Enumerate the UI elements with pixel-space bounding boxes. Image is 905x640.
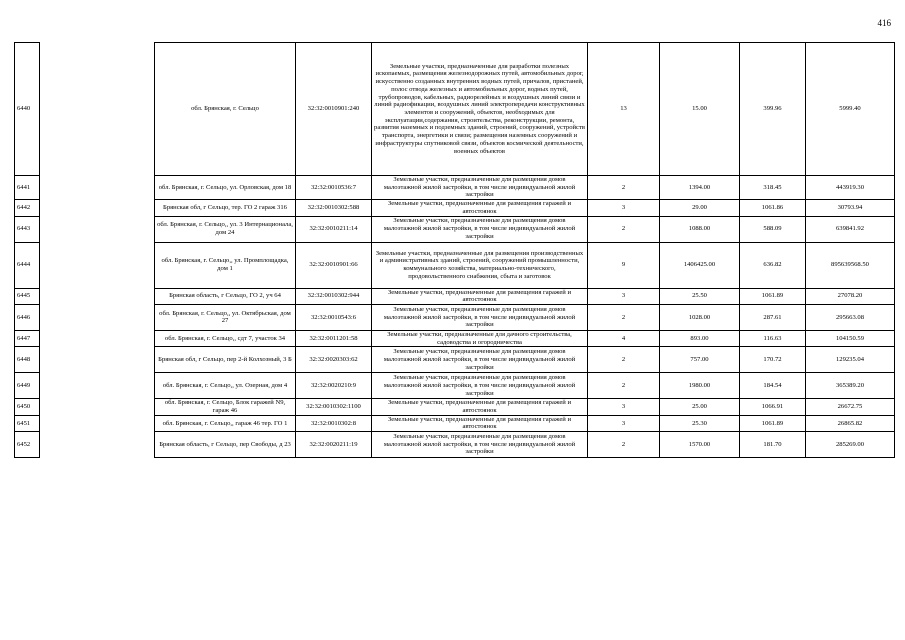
land-use-cell: Земельные участки, предназначенные для размещения домов малоэтажной жилой застройки, в том числе индивидуальной жилой застройки bbox=[372, 373, 588, 399]
cadastral-value-cell: 26672.75 bbox=[806, 399, 895, 415]
cadastral-number-cell: 32:32:0010901:66 bbox=[296, 242, 372, 288]
land-use-cell: Земельные участки, предназначенные для размещения гаражей и автостоянок bbox=[372, 415, 588, 431]
gap-cell bbox=[40, 216, 155, 242]
registry-body bbox=[15, 43, 895, 458]
gap-cell bbox=[40, 415, 155, 431]
area-cell: 25.30 bbox=[660, 415, 740, 431]
cadastral-number-cell: 32:32:0010536:7 bbox=[296, 176, 372, 200]
table-row bbox=[15, 216, 895, 242]
unit-value-cell: 1061.89 bbox=[740, 415, 806, 431]
row-number: 6447 bbox=[15, 330, 40, 346]
area-cell: 1980.00 bbox=[660, 373, 740, 399]
use-code-cell: 2 bbox=[588, 304, 660, 330]
area-cell: 29.00 bbox=[660, 200, 740, 216]
address-cell: обл. Брянская, г. Сельцо,, ул. Промплощадка, дом 1 bbox=[155, 242, 296, 288]
table-row bbox=[15, 43, 895, 176]
row-number: 6443 bbox=[15, 216, 40, 242]
row-number: 6446 bbox=[15, 304, 40, 330]
area-cell: 1570.00 bbox=[660, 432, 740, 458]
unit-value-cell: 184.54 bbox=[740, 373, 806, 399]
row-number: 6442 bbox=[15, 200, 40, 216]
gap-cell bbox=[40, 288, 155, 304]
cadastral-number-cell: 32:32:0010302:8 bbox=[296, 415, 372, 431]
area-cell: 1088.00 bbox=[660, 216, 740, 242]
use-code-cell: 3 bbox=[588, 288, 660, 304]
row-number: 6452 bbox=[15, 432, 40, 458]
gap-cell bbox=[40, 176, 155, 200]
row-number: 6449 bbox=[15, 373, 40, 399]
cadastral-value-cell: 104150.59 bbox=[806, 330, 895, 346]
address-cell: Брянская обл, г Сельцо, тер. ГО 2 гараж 316 bbox=[155, 200, 296, 216]
use-code-cell: 2 bbox=[588, 176, 660, 200]
row-number: 6444 bbox=[15, 242, 40, 288]
row-number: 6440 bbox=[15, 43, 40, 176]
cadastral-number-cell: 32:32:0010302:588 bbox=[296, 200, 372, 216]
cadastral-number-cell: 32:32:0010302:944 bbox=[296, 288, 372, 304]
address-cell: обл. Брянская, г. Сельцо bbox=[155, 43, 296, 176]
area-cell: 1028.00 bbox=[660, 304, 740, 330]
gap-cell bbox=[40, 200, 155, 216]
cadastral-number-cell: 32:32:0020210:9 bbox=[296, 373, 372, 399]
land-use-cell: Земельные участки, предназначенные для дачного строительства, садоводства и огородничества bbox=[372, 330, 588, 346]
area-cell: 25.50 bbox=[660, 288, 740, 304]
unit-value-cell: 116.63 bbox=[740, 330, 806, 346]
use-code-cell: 3 bbox=[588, 200, 660, 216]
address-cell: Брянская область, г Сельцо, пер Свободы, д 23 bbox=[155, 432, 296, 458]
unit-value-cell: 588.09 bbox=[740, 216, 806, 242]
cadastral-value-cell: 30793.94 bbox=[806, 200, 895, 216]
land-use-cell: Земельные участки, предназначенные для разработки полезных ископаемых, размещения железнодорожных путей, автомобильных дорог, искусственно созданных внутренних водных путей, причалов, пристаней, полос отвода железных и автомобильных дорог, водных путей, трубопроводов, кабельных, радиорелейных и воздушных линий связи и линий радиофикации, воздушных линий электропередачи конструктивных элементов и сооружений, объектов, необходимых для эксплуатации,содержания, строительства, реконструкции, ремонта, развития наземных и подземных зданий, строений, сооружений, устройств транспорта, энергетики и связи; размещения наземных сооружений и инфраструктуры спутниковой связи, объектов космической деятельности, военных объектов bbox=[372, 43, 588, 176]
address-cell: обл. Брянская, г. Сельцо, ул. Орловская, дом 18 bbox=[155, 176, 296, 200]
unit-value-cell: 636.82 bbox=[740, 242, 806, 288]
gap-cell bbox=[40, 242, 155, 288]
use-code-cell: 2 bbox=[588, 216, 660, 242]
use-code-cell: 9 bbox=[588, 242, 660, 288]
cadastral-value-cell: 26865.82 bbox=[806, 415, 895, 431]
use-code-cell: 3 bbox=[588, 399, 660, 415]
unit-value-cell: 399.96 bbox=[740, 43, 806, 176]
land-use-cell: Земельные участки, предназначенные для размещения домов малоэтажной жилой застройки, в том числе индивидуальной жилой застройки bbox=[372, 432, 588, 458]
land-use-cell: Земельные участки, предназначенные для размещения производственных и административных зданий, строений, сооружений промышленности, коммунального хозяйства, материально-технического, продовольственного снабжения, сбыта и заготовок bbox=[372, 242, 588, 288]
row-number: 6450 bbox=[15, 399, 40, 415]
cadastral-number-cell: 32:32:0010302:1100 bbox=[296, 399, 372, 415]
unit-value-cell: 1066.91 bbox=[740, 399, 806, 415]
address-cell: обл. Брянская, г. Сельцо,, сдт 7, участок 34 bbox=[155, 330, 296, 346]
cadastral-number-cell: 32:32:0020303:62 bbox=[296, 347, 372, 373]
use-code-cell: 13 bbox=[588, 43, 660, 176]
address-cell: обл. Брянская, г. Сельцо, Блок гаражей N9, гараж 46 bbox=[155, 399, 296, 415]
cadastral-value-cell: 365389.20 bbox=[806, 373, 895, 399]
table-row bbox=[15, 330, 895, 346]
land-use-cell: Земельные участки, предназначенные для размещения гаражей и автостоянок bbox=[372, 399, 588, 415]
unit-value-cell: 170.72 bbox=[740, 347, 806, 373]
address-cell: обл. Брянская, г. Сельцо,, гараж 46 тер. ГО 1 bbox=[155, 415, 296, 431]
unit-value-cell: 1061.89 bbox=[740, 288, 806, 304]
gap-cell bbox=[40, 373, 155, 399]
area-cell: 757.00 bbox=[660, 347, 740, 373]
cadastral-value-cell: 5999.40 bbox=[806, 43, 895, 176]
gap-cell bbox=[40, 304, 155, 330]
row-number: 6441 bbox=[15, 176, 40, 200]
cadastral-value-cell: 129235.04 bbox=[806, 347, 895, 373]
gap-cell bbox=[40, 432, 155, 458]
area-cell: 15.00 bbox=[660, 43, 740, 176]
use-code-cell: 4 bbox=[588, 330, 660, 346]
address-cell: обл. Брянская, г. Сельцо,, ул. Озерная, дом 4 bbox=[155, 373, 296, 399]
row-number: 6451 bbox=[15, 415, 40, 431]
land-use-cell: Земельные участки, предназначенные для размещения домов малоэтажной жилой застройки, в том числе индивидуальной жилой застройки bbox=[372, 304, 588, 330]
address-cell: обл. Брянская, г. Сельцо,, ул. Октябрьская, дом 27 bbox=[155, 304, 296, 330]
address-cell: обл. Брянская, г. Сельцо,, ул. 3 Интернационала, дом 24 bbox=[155, 216, 296, 242]
table-row bbox=[15, 200, 895, 216]
use-code-cell: 2 bbox=[588, 432, 660, 458]
cadastral-number-cell: 32:32:0010901:240 bbox=[296, 43, 372, 176]
table-row bbox=[15, 304, 895, 330]
table-row bbox=[15, 432, 895, 458]
table-row bbox=[15, 347, 895, 373]
table-row bbox=[15, 242, 895, 288]
land-registry-table bbox=[14, 42, 895, 458]
use-code-cell: 2 bbox=[588, 347, 660, 373]
table-row bbox=[15, 176, 895, 200]
row-number: 6448 bbox=[15, 347, 40, 373]
unit-value-cell: 318.45 bbox=[740, 176, 806, 200]
cadastral-number-cell: 32:32:0011201:58 bbox=[296, 330, 372, 346]
use-code-cell: 2 bbox=[588, 373, 660, 399]
cadastral-value-cell: 295663.08 bbox=[806, 304, 895, 330]
land-use-cell: Земельные участки, предназначенные для размещения гаражей и автостоянок bbox=[372, 288, 588, 304]
cadastral-number-cell: 32:32:0010543:6 bbox=[296, 304, 372, 330]
gap-cell bbox=[40, 330, 155, 346]
use-code-cell: 3 bbox=[588, 415, 660, 431]
row-number: 6445 bbox=[15, 288, 40, 304]
unit-value-cell: 181.70 bbox=[740, 432, 806, 458]
cadastral-value-cell: 639841.92 bbox=[806, 216, 895, 242]
table-row bbox=[15, 373, 895, 399]
table-row bbox=[15, 399, 895, 415]
address-cell: Брянская обл, г Сельцо, пер 2-й Колхозный, 3 Б bbox=[155, 347, 296, 373]
land-use-cell: Земельные участки, предназначенные для размещения домов малоэтажной жилой застройки, в том числе индивидуальной жилой застройки bbox=[372, 176, 588, 200]
cadastral-number-cell: 32:32:0020211:19 bbox=[296, 432, 372, 458]
cadastral-value-cell: 27078.20 bbox=[806, 288, 895, 304]
table-row bbox=[15, 288, 895, 304]
gap-cell bbox=[40, 347, 155, 373]
cadastral-value-cell: 895639568.50 bbox=[806, 242, 895, 288]
area-cell: 1394.00 bbox=[660, 176, 740, 200]
area-cell: 25.00 bbox=[660, 399, 740, 415]
land-use-cell: Земельные участки, предназначенные для размещения домов малоэтажной жилой застройки, в том числе индивидуальной жилой застройки bbox=[372, 216, 588, 242]
area-cell: 1406425.00 bbox=[660, 242, 740, 288]
gap-cell bbox=[40, 43, 155, 176]
page-number: 416 bbox=[877, 18, 891, 28]
unit-value-cell: 1061.86 bbox=[740, 200, 806, 216]
cadastral-number-cell: 32:32:0010211:14 bbox=[296, 216, 372, 242]
land-use-cell: Земельные участки, предназначенные для размещения гаражей и автостоянок bbox=[372, 200, 588, 216]
table-row bbox=[15, 415, 895, 431]
address-cell: Брянская область, г Сельцо, ГО 2, уч 64 bbox=[155, 288, 296, 304]
cadastral-value-cell: 443919.30 bbox=[806, 176, 895, 200]
land-use-cell: Земельные участки, предназначенные для размещения домов малоэтажной жилой застройки, в том числе индивидуальной жилой застройки bbox=[372, 347, 588, 373]
area-cell: 893.00 bbox=[660, 330, 740, 346]
gap-cell bbox=[40, 399, 155, 415]
unit-value-cell: 287.61 bbox=[740, 304, 806, 330]
cadastral-value-cell: 285269.00 bbox=[806, 432, 895, 458]
